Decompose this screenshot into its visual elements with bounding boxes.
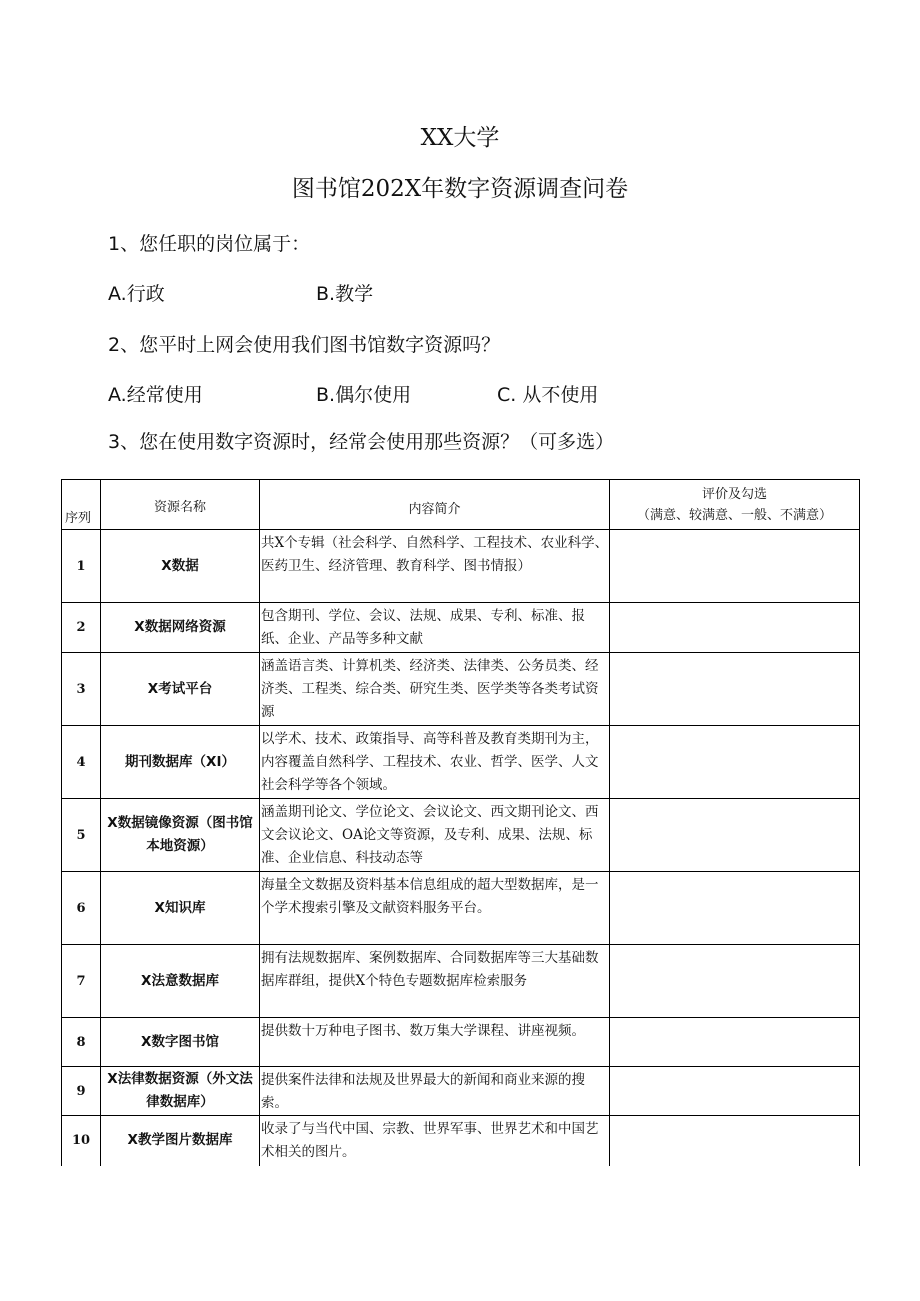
evaluation-cell[interactable] (610, 726, 860, 799)
evaluation-cell[interactable] (610, 603, 860, 653)
table-row (62, 530, 860, 603)
row-seq: 3 (62, 653, 101, 726)
evaluation-cell[interactable] (610, 799, 860, 872)
row-seq: 6 (62, 872, 101, 945)
resource-name: X知识库 (101, 872, 260, 945)
table-row (62, 1116, 860, 1166)
table-row (62, 945, 860, 1018)
header-seq: 序列 (62, 480, 101, 530)
question-2: 2、您平时上网会使用我们图书馆数字资源吗？ (108, 334, 501, 356)
header-eval-options: （满意、较满意、一般、不满意） (636, 507, 832, 523)
table-row (62, 726, 860, 799)
evaluation-cell[interactable] (610, 945, 860, 1018)
evaluation-cell[interactable] (610, 653, 860, 726)
q2-option-b[interactable]: B.偶尔使用 (316, 384, 412, 406)
resource-desc: 海量全文数据及资料基本信息组成的超大型数据库，是一个学术搜索引擎及文献资料服务平台。 (260, 872, 610, 945)
q2-option-a[interactable]: A.经常使用 (108, 384, 203, 406)
resource-name: X数据镜像资源（图书馆本地资源） (101, 799, 260, 872)
resource-desc: 包含期刊、学位、会议、法规、成果、专利、标准、报纸、企业、产品等多种文献 (260, 603, 610, 653)
question-1: 1、您任职的岗位属于： (108, 233, 311, 255)
row-seq: 4 (62, 726, 101, 799)
question-3: 3、您在使用数字资源时，经常会使用那些资源？（可多选） (108, 431, 615, 453)
evaluation-cell[interactable] (610, 530, 860, 603)
university-title: XX大学 (420, 125, 500, 151)
resource-name: X考试平台 (101, 653, 260, 726)
q1-option-b[interactable]: B.教学 (316, 283, 374, 305)
resource-desc: 收录了与当代中国、宗教、世界军事、世界艺术和中国艺术相关的图片。 (260, 1116, 610, 1166)
resource-desc: 以学术、技术、政策指导、高等科普及教育类期刊为主，内容覆盖自然科学、工程技术、农业、哲学、医学、人文社会科学等各个领域。 (260, 726, 610, 799)
evaluation-cell[interactable] (610, 1116, 860, 1166)
q2-option-c[interactable]: C. 从不使用 (497, 384, 599, 406)
resource-name: X数据网络资源 (101, 603, 260, 653)
resource-desc: 提供数十万种电子图书、数万集大学课程、讲座视频。 (260, 1018, 610, 1067)
table-header-row (62, 480, 860, 530)
resource-desc: 拥有法规数据库、案例数据库、合同数据库等三大基础数据库群组，提供X个特色专题数据库检索服务 (260, 945, 610, 1018)
resource-name: X数据 (101, 530, 260, 603)
evaluation-cell[interactable] (610, 1067, 860, 1116)
header-desc: 内容简介 (260, 480, 610, 530)
table-row (62, 872, 860, 945)
header-eval-title: 评价及勾选 (701, 486, 767, 502)
row-seq: 9 (62, 1067, 101, 1116)
table-row (62, 1018, 860, 1067)
row-seq: 10 (62, 1116, 101, 1166)
q1-option-a[interactable]: A.行政 (108, 283, 165, 305)
resource-name: X法律数据资源（外文法律数据库） (101, 1067, 260, 1116)
resource-desc: 涵盖期刊论文、学位论文、会议论文、西文期刊论文、西文会议论文、OA论文等资源，及专利、成果、法规、标准、企业信息、科技动态等 (260, 799, 610, 872)
resource-name: X教学图片数据库 (101, 1116, 260, 1166)
questionnaire-title: 图书馆202X年数字资源调查问卷 (291, 176, 629, 202)
table-row (62, 799, 860, 872)
row-seq: 8 (62, 1018, 101, 1067)
resource-desc: 涵盖语言类、计算机类、经济类、法律类、公务员类、经济类、工程类、综合类、研究生类、医学类等各类考试资源 (260, 653, 610, 726)
row-seq: 2 (62, 603, 101, 653)
resource-name: 期刊数据库（XI） (101, 726, 260, 799)
resource-name: X法意数据库 (101, 945, 260, 1018)
header-name: 资源名称 (101, 480, 260, 530)
resource-desc: 提供案件法律和法规及世界最大的新闻和商业来源的搜索。 (260, 1067, 610, 1116)
resource-table (61, 479, 860, 1166)
evaluation-cell[interactable] (610, 872, 860, 945)
resource-name: X数字图书馆 (101, 1018, 260, 1067)
evaluation-cell[interactable] (610, 1018, 860, 1067)
table-row (62, 653, 860, 726)
table-row (62, 603, 860, 653)
row-seq: 7 (62, 945, 101, 1018)
row-seq: 1 (62, 530, 101, 603)
resource-desc: 共X个专辑（社会科学、自然科学、工程技术、农业科学、医药卫生、经济管理、教育科学、图书情报） (260, 530, 610, 603)
row-seq: 5 (62, 799, 101, 872)
header-eval (610, 480, 860, 530)
table-row (62, 1067, 860, 1116)
